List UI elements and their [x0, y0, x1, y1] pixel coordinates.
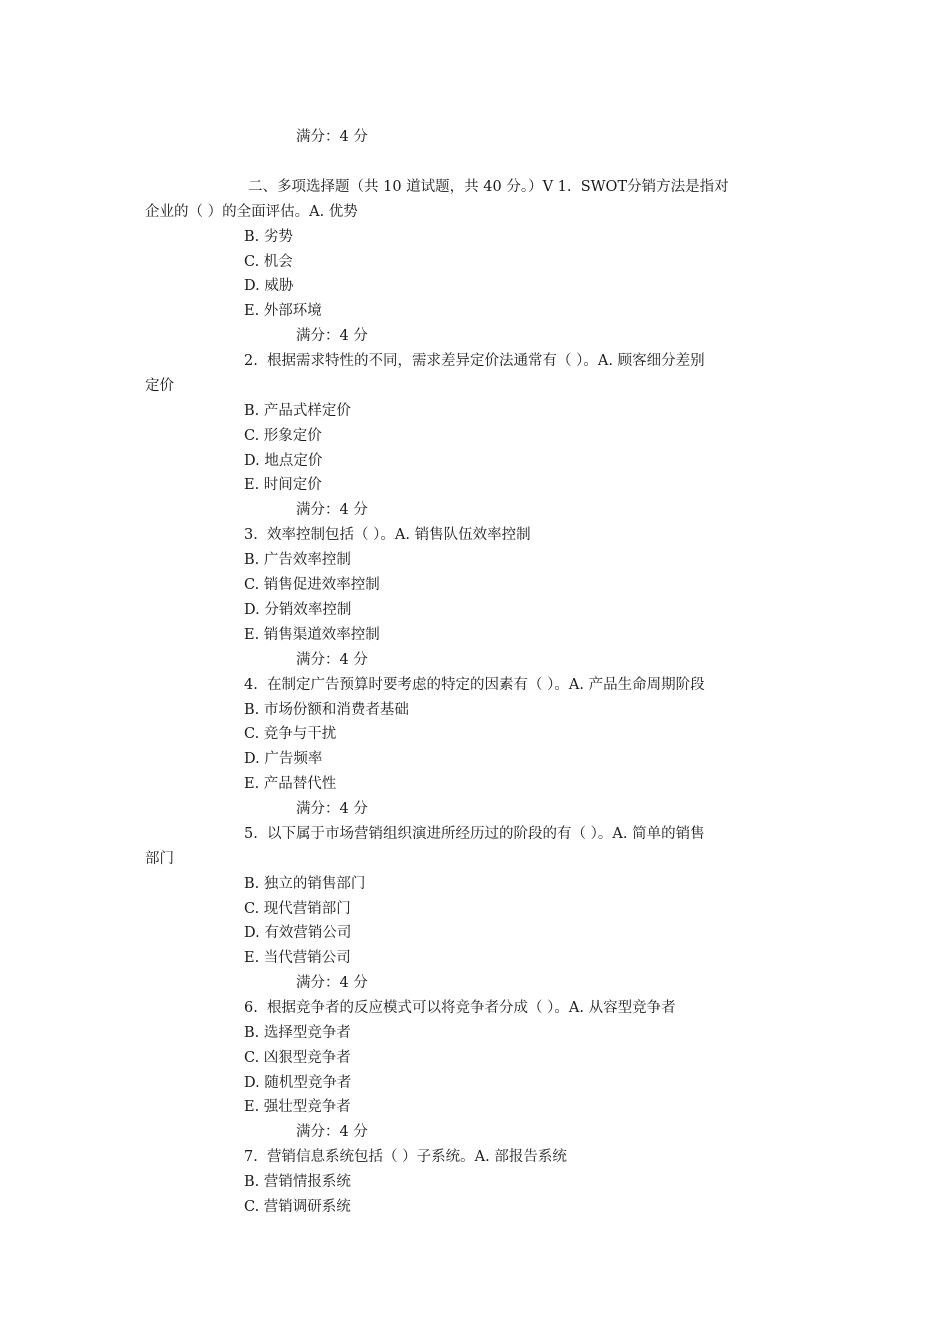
q5-score: 满分：4 分 — [296, 975, 368, 991]
q5-option-d: D. 有效营销公司 — [244, 925, 352, 941]
q2-option-c: C. 形象定价 — [244, 428, 322, 444]
question-5-continuation: 部门 — [145, 851, 174, 867]
q1-option-e: E. 外部环境 — [244, 303, 322, 319]
q4-option-e: E. 产品替代性 — [244, 776, 337, 792]
q1-option-c: C. 机会 — [244, 254, 293, 270]
q6-score: 满分：4 分 — [296, 1124, 368, 1140]
q6-option-e: E. 强壮型竞争者 — [244, 1099, 351, 1115]
question-5: 5. 以下属于市场营销组织演进所经历过的阶段的有（ ）。A. 简单的销售 — [244, 826, 705, 842]
question-2-continuation: 定价 — [145, 378, 174, 394]
q6-option-d: D. 随机型竞争者 — [244, 1075, 352, 1091]
question-6: 6. 根据竞争者的反应模式可以将竞争者分成（ ）。A. 从容型竞争者 — [244, 1000, 676, 1016]
section-header: 二、多项选择题（共 10 道试题，共 40 分。）V 1. SWOT分销方法是指对 — [248, 179, 729, 195]
q1-option-b: B. 劣势 — [244, 229, 293, 245]
q3-score: 满分：4 分 — [296, 652, 368, 668]
question-2: 2. 根据需求特性的不同，需求差异定价法通常有（ ）。A. 顾客细分差别 — [244, 353, 705, 369]
q2-score: 满分：4 分 — [296, 502, 368, 518]
q7-option-c: C. 营销调研系统 — [244, 1199, 351, 1215]
q4-option-d: D. 广告频率 — [244, 751, 323, 767]
score-line: 满分：4 分 — [296, 129, 368, 145]
q5-option-e: E. 当代营销公司 — [244, 950, 351, 966]
q2-option-d: D. 地点定价 — [244, 453, 323, 469]
q7-option-b: B. 营销情报系统 — [244, 1174, 351, 1190]
question-1-continuation: 企业的（ ）的全面评估。A. 优势 — [145, 204, 358, 220]
q3-option-d: D. 分销效率控制 — [244, 602, 352, 618]
q3-option-b: B. 广告效率控制 — [244, 552, 351, 568]
q5-option-c: C. 现代营销部门 — [244, 901, 351, 917]
question-4: 4. 在制定广告预算时要考虑的特定的因素有（ ）。A. 产品生命周期阶段 — [244, 677, 705, 693]
q3-option-c: C. 销售促进效率控制 — [244, 577, 380, 593]
q3-option-e: E. 销售渠道效率控制 — [244, 627, 380, 643]
q2-option-b: B. 产品式样定价 — [244, 403, 351, 419]
question-3: 3. 效率控制包括（ ）。A. 销售队伍效率控制 — [244, 527, 531, 543]
q1-score: 满分：4 分 — [296, 328, 368, 344]
q2-option-e: E. 时间定价 — [244, 477, 322, 493]
q4-option-c: C. 竞争与干扰 — [244, 726, 337, 742]
q4-score: 满分：4 分 — [296, 801, 368, 817]
question-7: 7. 营销信息系统包括（ ）子系统。A. 部报告系统 — [244, 1149, 567, 1165]
q5-option-b: B. 独立的销售部门 — [244, 876, 366, 892]
q4-option-b: B. 市场份额和消费者基础 — [244, 702, 409, 718]
q6-option-c: C. 凶狠型竞争者 — [244, 1050, 351, 1066]
q1-option-d: D. 威胁 — [244, 278, 294, 294]
q6-option-b: B. 选择型竞争者 — [244, 1025, 351, 1041]
